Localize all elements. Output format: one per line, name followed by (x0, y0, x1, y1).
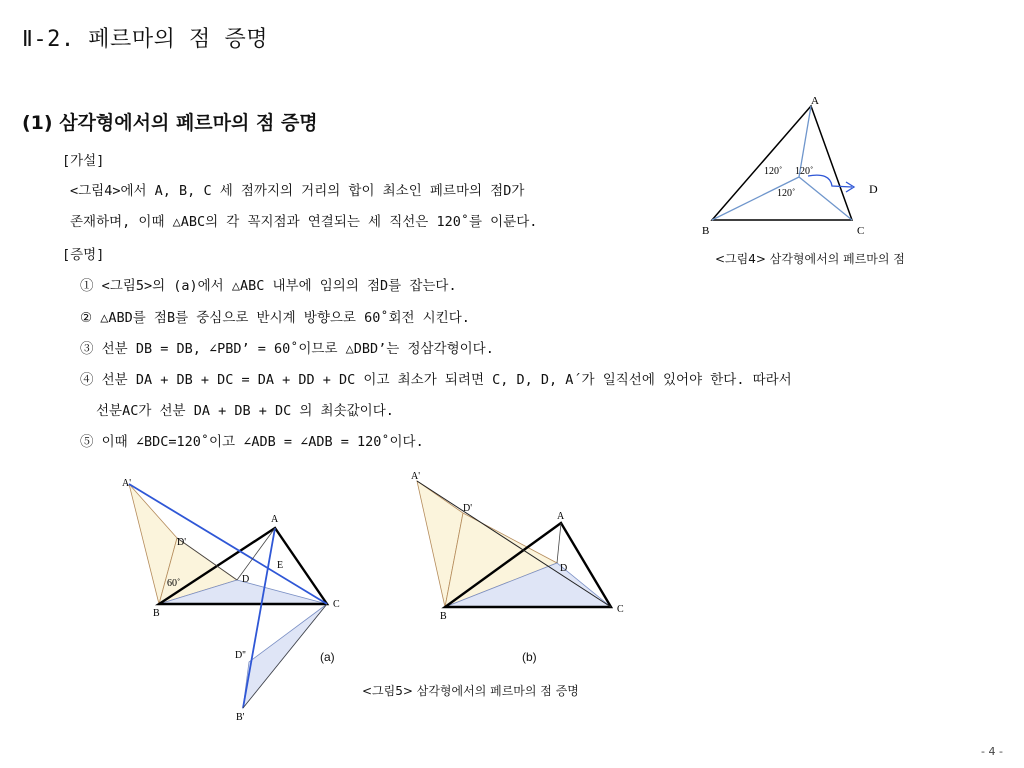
fig5a-label-a-prime: A' (122, 478, 132, 489)
fig4-angle-1: 120˚ (764, 166, 783, 177)
fig4-label-d: D (869, 182, 878, 196)
fig4-angle-2: 120˚ (795, 166, 814, 177)
proof-step-5: ⑤ 이때 ∠BDC=120˚이고 ∠ADB = ∠ADB = 120˚이다. (80, 434, 424, 450)
slide-title: Ⅱ-2. 페르마의 점 증명 (22, 27, 269, 52)
fig5b-label-d-prime: D' (463, 503, 473, 514)
figure-5a-diagram (115, 470, 350, 725)
fig5a-label-a: A (271, 514, 279, 525)
fig5a-line-a-d (237, 528, 275, 580)
fig5a-label-c: C (333, 599, 340, 610)
fig5a-label-b: B (153, 608, 160, 619)
fig5a-label-d-prime: D' (177, 537, 187, 548)
figure-5a-sub-label: (a) (320, 650, 335, 664)
fig5a-label-d: D (242, 574, 250, 585)
hypothesis-label: [가설] (62, 153, 105, 169)
figure-5b-sub-label: (b) (522, 650, 537, 664)
fig5b-label-b: B (440, 611, 447, 622)
proof-step-1: ① <그림5>의 (a)에서 △ABC 내부에 임의의 점D를 잡는다. (80, 278, 457, 294)
fig5a-label-e: E (277, 560, 284, 571)
figure-5b-diagram (405, 465, 630, 625)
fig4-label-b: B (702, 225, 710, 237)
proof-step-4-continued: 선분AC가 선분 DA + DB + DC 의 최솟값이다. (96, 403, 394, 419)
proof-step-3: ③ 선분 DB = DB, ∠PBD’ = 60˚이므로 △DBD’는 정삼각형이다. (80, 341, 494, 357)
fig5a-angle-label: 60˚ (167, 578, 181, 589)
page-number: - 4 - (981, 745, 1003, 758)
fig4-label-a: A (811, 95, 819, 107)
hypothesis-line-2: 존재하며, 이때 △ABC의 각 꼭지점과 연결되는 세 직선은 120˚를 이룬다. (70, 214, 538, 230)
fig5b-label-c: C (617, 604, 624, 615)
proof-step-2: ② △ABD를 점B를 중심으로 반시계 방향으로 60˚회전 시킨다. (80, 310, 470, 326)
proof-label: [증명] (62, 247, 105, 263)
fig5a-line-c-b-prime (243, 604, 327, 708)
figure-4-caption: <그림4> 삼각형에서의 페르마의 점 (715, 252, 905, 266)
fig4-angle-3: 120˚ (777, 188, 796, 199)
figure-4-diagram (700, 92, 890, 242)
fig5b-line-a-d (557, 523, 561, 563)
fig5b-label-a: A (557, 511, 565, 522)
fig5b-label-a-prime: A' (411, 471, 421, 482)
fig4-label-c: C (857, 225, 865, 237)
section-heading: (1) 삼각형에서의 페르마의 점 증명 (22, 112, 318, 134)
fig5a-label-d-double-prime: D'' (235, 650, 246, 661)
fig5a-label-b-prime: B' (236, 712, 245, 723)
hypothesis-line-1: <그림4>에서 A, B, C 세 점까지의 거리의 합이 최소인 페르마의 점D가 (70, 183, 525, 199)
fig5b-label-d: D (560, 563, 568, 574)
fig4-arrow (808, 175, 852, 187)
proof-step-4: ④ 선분 DA + DB + DC = DA + DD + DC 이고 최소가 되려면 C, D, D, A´가 일직선에 있어야 한다. 따라서 (80, 372, 792, 388)
figure-5-caption: <그림5> 삼각형에서의 페르마의 점 증명 (362, 684, 579, 698)
